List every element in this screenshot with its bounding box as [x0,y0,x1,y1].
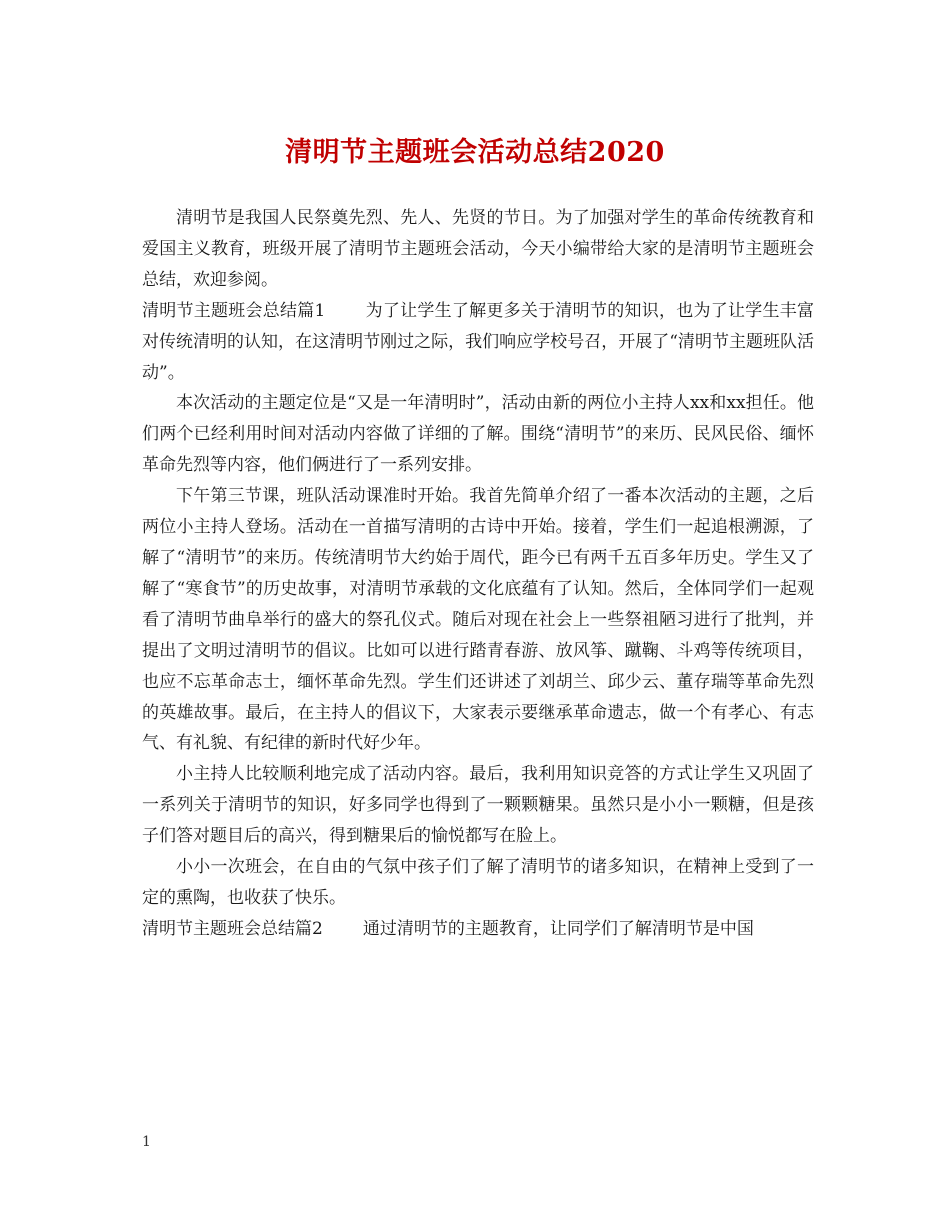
document-title: 清明节主题班会活动总结2020 [285,137,665,168]
section-1-paragraph: 小小一次班会，在自由的气氛中孩子们了解了清明节的诸多知识，在精神上受到了一定的熏陶，也收获了快乐。 [142,857,814,908]
document-body [142,203,814,945]
section-1-paragraph: 本次活动的主题定位是“又是一年清明时”，活动由新的两位小主持人xx和xx担任。他们两个已经利用时间对活动内容做了详细的了解。围绕“清明节”的来历、民风民俗、缅怀革命先烈等内容，他们俩进行了一系列安排。 [142,393,814,476]
section-2-opening [142,914,814,945]
page-number: 1 [142,1134,151,1150]
section-1-first-text: 为了让学生了解更多关于清明节的知识，也为了让学生丰富对传统清明的认知，在这清明节刚过之际，我们响应学校号召，开展了“清明节主题班队活动”。 [142,300,814,383]
intro-paragraph: 清明节是我国人民祭奠先烈、先人、先贤的节日。为了加强对学生的革命传统教育和爱国主义教育，班级开展了清明节主题班会活动，今天小编带给大家的是清明节主题班会总结，欢迎参阅。 [142,208,814,290]
section-1-paragraph: 下午第三节课，班队活动课准时开始。我首先简单介绍了一番本次活动的主题，之后两位小主持人登场。活动在一首描写清明的古诗中开始。接着，学生们一起追根溯源，了解了“清明节”的来历。传统清明节大约始于周代，距今已有两千五百多年历史。学生又了解了“寒食节”的历史故事，对清明节承载的文化底蕴有了认知。然后，全体同学们一起观看了清明节曲阜举行的盛大的祭孔仪式。随后对现在社会上一些祭祖陋习进行了批判，并提出了文明过清明节的倡议。比如可以进行踏青春游、放风筝、蹴鞠、斗鸡等传统项目，也应不忘革命志士，缅怀革命先烈。学生们还讲述了刘胡兰、邱少云、董存瑞等革命先烈的英雄故事。最后，在主持人的倡议下，大家表示要继承革命遗志，做一个有孝心、有志气、有礼貌、有纪律的新时代好少年。 [142,486,814,754]
section-1-opening [142,296,814,389]
section-1-paragraph: 小主持人比较顺利地完成了活动内容。最后，我利用知识竞答的方式让学生又巩固了一系列关于清明节的知识，好多同学也得到了一颗颗糖果。虽然只是小小一颗糖，但是孩子们答对题目后的高兴，得到糖果后的愉悦都写在脸上。 [142,764,814,847]
section-1-heading: 清明节主题班会总结篇1 [142,300,326,321]
section-2-heading: 清明节主题班会总结篇2 [142,918,323,939]
section-2-first-text: 通过清明节的主题教育，让同学们了解清明节是中国 [362,918,754,939]
